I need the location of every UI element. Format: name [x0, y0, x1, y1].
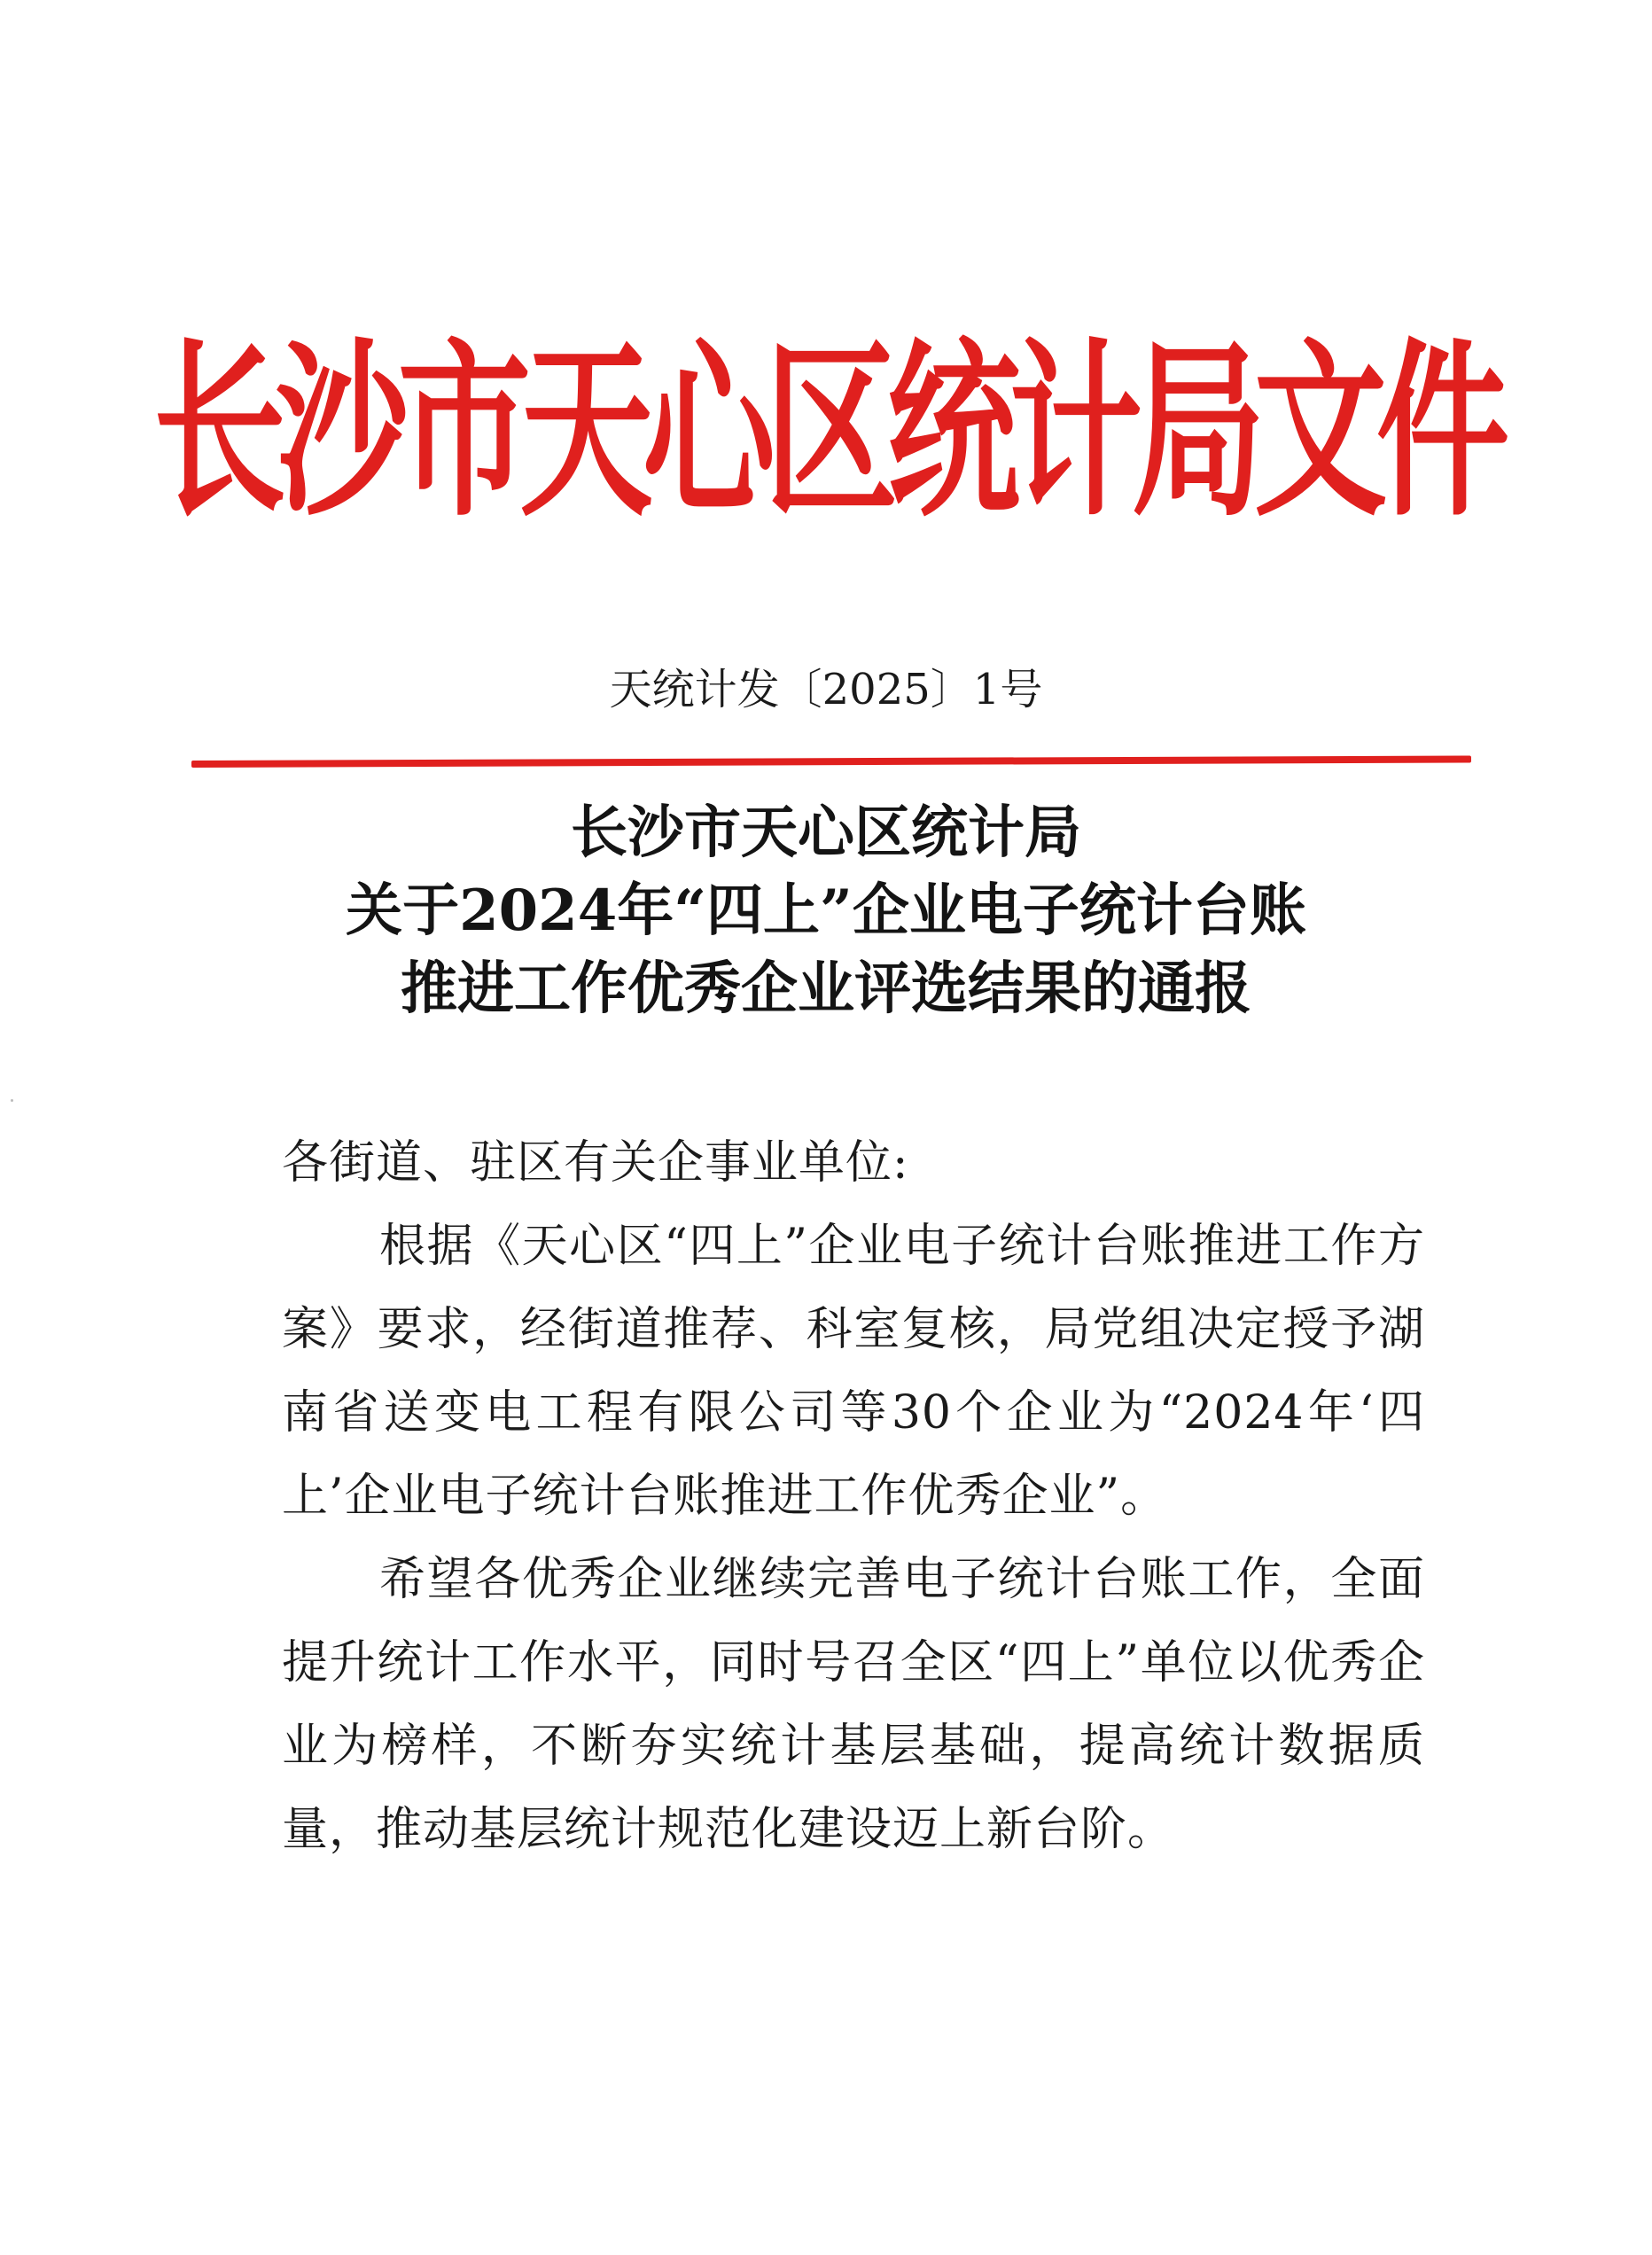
document-title-line-1: 长沙市天心区统计局: [571, 800, 1081, 866]
agency-letterhead-title: 长沙市天心区统计局文件: [152, 321, 1499, 542]
salutation: 各街道、驻区有关企事业单位:: [282, 1136, 909, 1190]
document-number: 天统计发〔2025〕1号: [609, 665, 1043, 714]
body-paragraph-1: 根据《天心区“四上”企业电子统计台账推进工作方案》要求，经街道推荐、科室复核，局党组决定授予湖南省送变电工程有限公司等30个企业为“2024年‘四上’企业电子统计台账推进工作优秀企业”。: [282, 1220, 1425, 1523]
document-body: [282, 1121, 1425, 1871]
body-paragraph-2: 希望各优秀企业继续完善电子统计台账工作，全面提升统计工作水平，同时号召全区“四上”单位以优秀企业为榜样，不断夯实统计基层基础，提高统计数据质量，推动基层统计规范化建设迈上新台阶。: [282, 1553, 1425, 1856]
scan-speck: [11, 1099, 13, 1102]
document-title: [0, 794, 1652, 1028]
document-title-line-3: 推进工作优秀企业评选结果的通报: [401, 956, 1251, 1022]
document-title-line-2: 关于2024年“四上”企业电子统计台账: [346, 878, 1306, 944]
letterhead-divider-line: [191, 755, 1471, 768]
